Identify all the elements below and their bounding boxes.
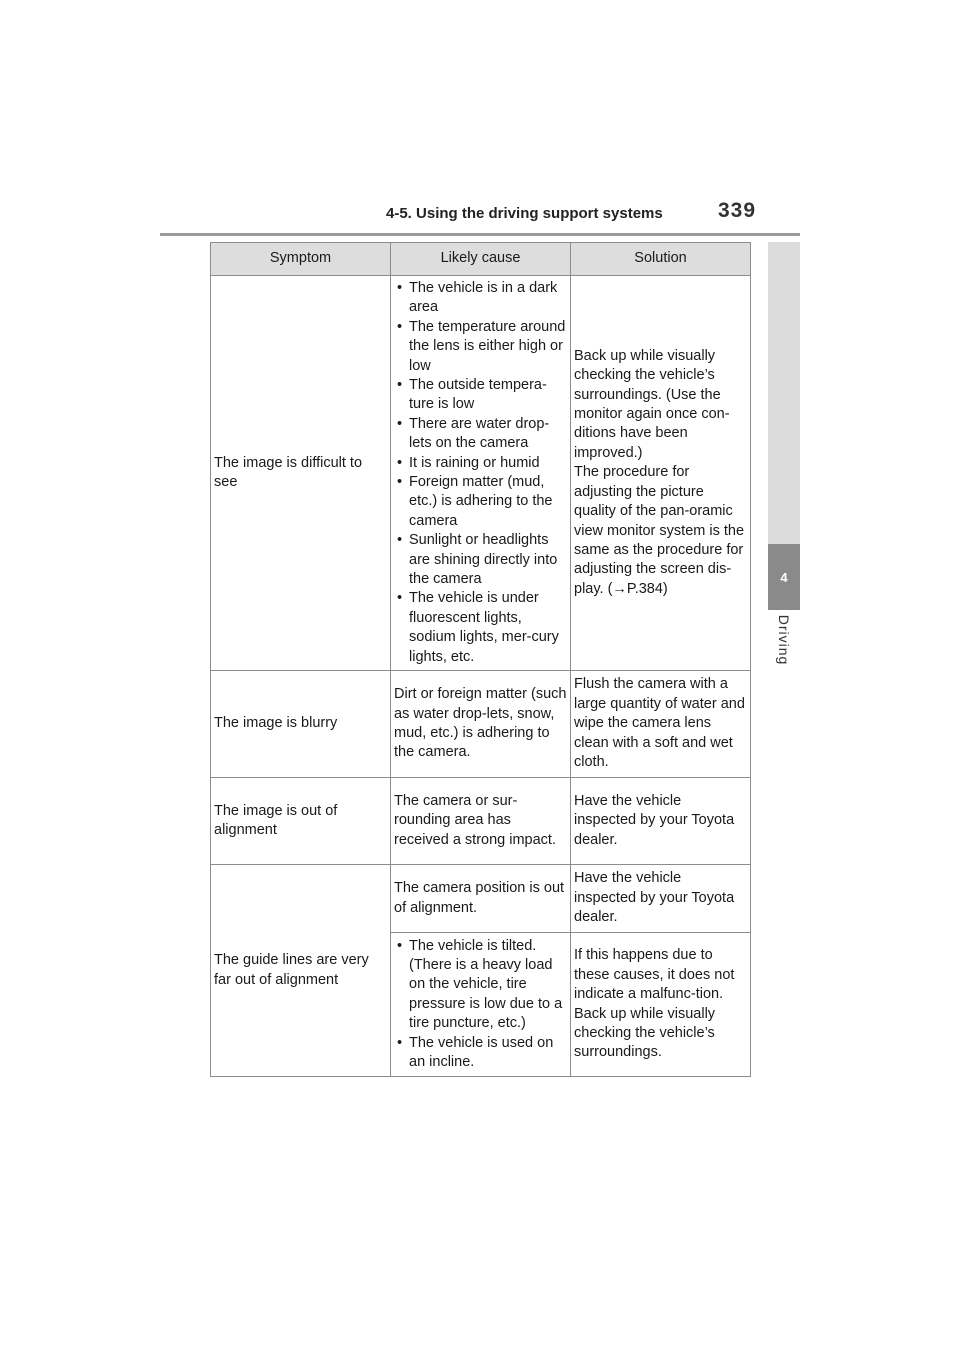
solution-text: Back up while visually checking the vehicle’s surroundings. [574,1005,716,1061]
solution-cell: Have the vehicle inspected by your Toyota dealer. [571,865,751,933]
table-row [211,778,751,865]
cause-cell: The camera or sur-rounding area has received a strong impact. [391,778,571,865]
column-header-solution: Solution [571,243,751,276]
section-title: 4-5. Using the driving support systems [386,205,663,222]
symptom-cell: The image is difficult to see [211,276,391,671]
cause-item: • It is raining or humid [394,454,567,473]
table-header-row [211,243,751,276]
table-row [211,276,751,671]
table-row [211,865,751,933]
cause-item: • The vehicle is tilted. (There is a heavy load on the vehicle, tire pressure is low due to a tire puncture, etc.) [394,937,567,1034]
solution-cell [571,276,751,671]
cause-cell: Dirt or foreign matter (such as water drop-lets, snow, mud, etc.) is adhering to the camera. [391,671,571,778]
cause-item: • The vehicle is under fluorescent lights, sodium lights, mer-cury lights, etc. [394,589,567,667]
solution-text: Back up while visually checking the vehicle’s surroundings. (Use the monitor again once con-ditions have been improved.) [574,347,730,461]
cause-item: • The vehicle is in a dark area [394,279,567,318]
cause-list [394,279,567,667]
table-row [211,671,751,778]
chapter-number: 4 [768,544,800,610]
cause-item: • Foreign matter (mud, etc.) is adhering to the camera [394,473,567,531]
cause-list [394,937,567,1073]
page-number: 339 [718,199,757,222]
solution-text: The procedure for adjusting the picture quality of the pan-oramic view monitor system is the same as the procedure for adjusting the screen dis-play. (→P.384) [574,464,745,597]
cause-cell: The camera position is out of alignment. [391,865,571,933]
symptom-cell: The guide lines are very far out of alignment [211,865,391,1077]
symptom-cell: The image is blurry [211,671,391,778]
solution-cell: Have the vehicle inspected by your Toyota dealer. [571,778,751,865]
troubleshooting-table [210,242,751,1077]
cause-item: • The temperature around the lens is either high or low [394,318,567,376]
solution-cell [571,933,751,1077]
column-header-likely-cause: Likely cause [391,243,571,276]
solution-text: If this happens due to these causes, it does not indicate a malfunc-tion. [574,947,735,1003]
cause-item: • There are water drop-lets on the camera [394,415,567,454]
chapter-label: Driving [776,614,792,666]
cause-item: • The vehicle is used on an incline. [394,1034,567,1073]
solution-cell: Flush the camera with a large quantity of water and wipe the camera lens clean with a soft and wet cloth. [571,671,751,778]
cause-cell [391,276,571,671]
cause-cell [391,933,571,1077]
cause-item: • The outside tempera-ture is low [394,376,567,415]
header-divider [160,233,800,236]
symptom-cell: The image is out of alignment [211,778,391,865]
column-header-symptom: Symptom [211,243,391,276]
cause-item: • Sunlight or headlights are shining directly into the camera [394,531,567,589]
